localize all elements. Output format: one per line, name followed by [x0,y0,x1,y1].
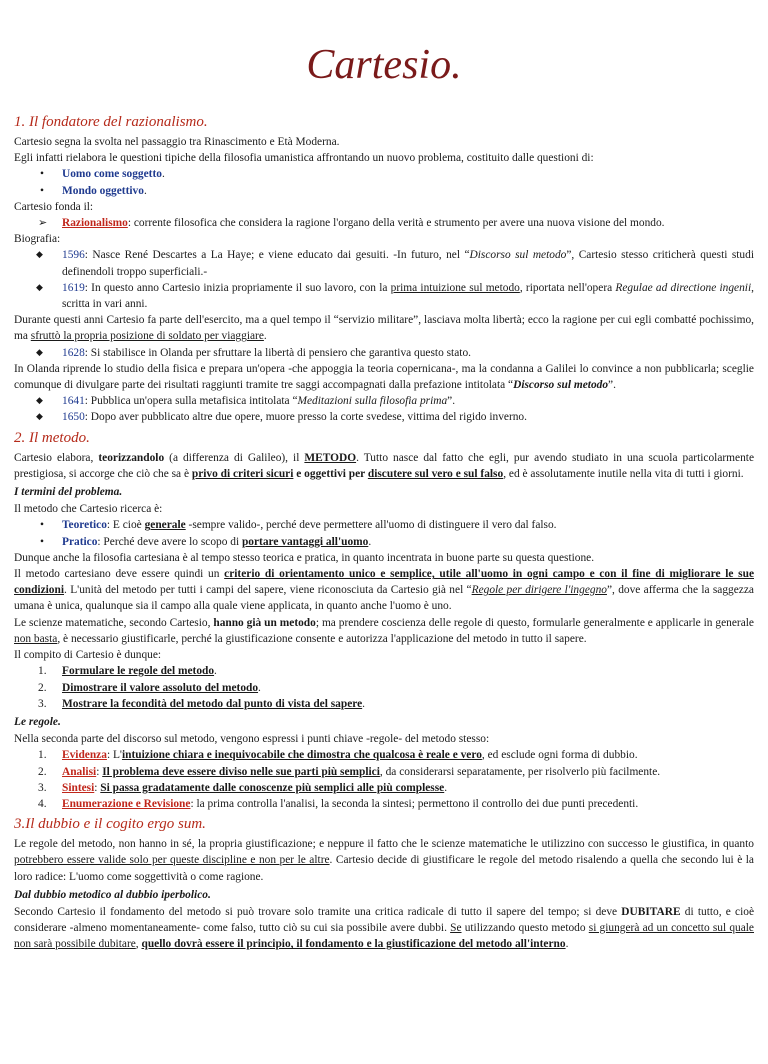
list-item: • Mondo oggettivo. [14,183,754,199]
list-item: 1. Formulare le regole del metodo. [38,665,217,678]
timeline-list [14,247,754,312]
timeline-list [14,393,754,425]
numbered-list [14,663,754,712]
paragraph: Cartesio segna la svolta nel passaggio tra Rinascimento e Età Moderna. [14,136,340,148]
section-heading-3: 3.Il dubbio e il cogito ergo sum. [14,816,206,833]
list-item: 2. Dimostrare il valore assoluto del metodo. [38,681,261,694]
section-heading-1: 1. Il fondatore del razionalismo. [14,114,208,130]
paragraph: Biografia: [14,233,61,246]
timeline-item: ◆ 1619: In questo anno Cartesio inizia propriamente il suo lavoro, con la prima intuizione sul metodo, riportata nell'opera Regulae ad directione ingenii, scritta in vari anni. [14,280,754,312]
list-item: 4. Enumerazione e Revisione: la prima controlla l'analisi, la seconda la sintesi; permettono il controllo dei due punti precedenti. [38,797,639,810]
paragraph: Le regole del metodo, non hanno in sé, la propria giustificazione; e neppure il fatto che le scienze matematiche le utilizzino con successo le giustifica, in quanto potrebbero essere valide solo per queste discipline e non per le altre. Cartesio decide di giustificare le regole del metodo risalendo a quella che secondo lui è la loro radice: L'uomo come soggettività o come ragione. [14,838,754,883]
paragraph: Il metodo cartesiano deve essere quindi un criterio di orientamento unico e semplice, utile all'uomo in ogni campo e con il fine di migliorare le sue condizioni. L'unità del metodo per tutti i campi del sapere, viene riconosciuta da Cartesio già nel “Regole per dirigere l'ingegno”, dove afferma che la saggezza umana è unica, qualunque sia il campo alla quale viene applicata, in quanto anche l'uomo è uno. [14,568,754,613]
paragraph: Cartesio fonda il: [14,200,94,213]
rules-list [14,747,754,812]
list-item: ➢ Razionalismo: corrente filosofica che considera la ragione l'organo della verità e strumento per avere una nuova visione del mondo. [14,215,754,231]
paragraph: Dunque anche la filosofia cartesiana è al tempo stesso teorica e pratica, in quanto incentrata in buone parte su questa questione. [14,551,595,564]
page-title: Cartesio. [306,42,462,88]
paragraph: Le scienze matematiche, secondo Cartesio, hanno già un metodo; ma prendere coscienza delle regole di questo, formularle generalmente e applicarle in generale non basta, è necessario giustificarle, perché la giustificazione consente e autorizza l'applicazione del metodo in tutto il sapere. [14,616,754,645]
paragraph: Il compito di Cartesio è dunque: [14,649,162,662]
arrow-list [14,215,754,231]
paragraph: In Olanda riprende lo studio della fisica e prepara un'opera -che appoggia la teoria copernicana-, ma la condanna a Galilei lo convince a non pubblicarla; sceglie comunque di divulgare parte dei risultati raggiunti tramite tre saggi accompagnati dalla prefazione intitolata “Discorso sul metodo”. [14,362,754,392]
list-item: 3. Mostrare la fecondità del metodo dal punto di vista del sapere. [38,697,366,710]
document-page [14,40,754,953]
paragraph: Il metodo che Cartesio ricerca è: [14,503,163,516]
timeline-item: ◆ 1596: Nasce René Descartes a La Haye; e viene educato dai gesuiti. -In futuro, nel “Discorso sul metodo”, Cartesio stesso criticherà questi studi definendoli troppo superficiali.- [14,247,754,279]
bullet-list [14,517,754,549]
paragraph: Nella seconda parte del discorso sul metodo, vengono espressi i punti chiave -regole- del metodo stesso: [14,733,490,746]
list-item: • Teoretico: E cioè generale -sempre valido-, perché deve permettere all'uomo di distinguere il vero dal falso. [14,517,754,533]
subheading: Le regole. [14,715,61,728]
list-item: 3. Sintesi: Si passa gradatamente dalle conoscenze più semplici alle più complesse. [38,781,448,794]
timeline-item: ◆ 1641: Pubblica un'opera sulla metafisica intitolata “Meditazioni sulla filosofia prima”. [14,393,754,409]
paragraph: Cartesio elabora, teorizzandolo (a differenza di Galileo), il METODO. Tutto nasce dal fatto che egli, pur avendo studiato in una scuola particolarmente prestigiosa, si accorge che ciò che sa è privo di criteri sicuri e oggettivi per discutere sul vero e sul falso, ed è assolutamente inutile nella vita di tutti i giorni. [14,451,754,480]
timeline-item: ◆ 1650: Dopo aver pubblicato altre due opere, muore presso la corte svedese, vittima del rigido inverno. [14,409,754,425]
bullet-list [14,166,754,198]
list-item: 2. Analisi: Il problema deve essere diviso nelle sue parti più semplici, da considerarsi separatamente, per risolverlo più facilmente. [38,765,661,778]
subheading: Dal dubbio metodico al dubbio iperbolico. [14,888,211,901]
paragraph: Egli infatti rielabora le questioni tipiche della filosofia umanistica affrontando un nuovo problema, costituito dalle questioni di: [14,152,594,165]
list-item: 1. Evidenza: L'intuizione chiara e inequivocabile che dimostra che qualcosa è reale e vero, ed esclude ogni forma di dubbio. [38,749,638,762]
subheading: I termini del problema. [14,486,123,499]
list-item: • Uomo come soggetto. [14,166,754,182]
paragraph: Secondo Cartesio il fondamento del metodo si può trovare solo tramite una critica radicale di tutto il sapere del tempo; si deve DUBITARE di tutto, e cioè considerare -almeno momentaneamente- come falso, tutto ciò su cui sia possibile avere dubbi. Se utilizzando questo metodo si giungerà ad un concetto sul quale non sarà possibile dubitare, quello dovrà essere il principio, il fondamento e la giustificazione del metodo all'interno. [14,905,755,951]
section-heading-2: 2. Il metodo. [14,429,90,446]
paragraph: Durante questi anni Cartesio fa parte dell'esercito, ma a quel tempo il “servizio militare”, lasciava molta libertà; ecco la ragione per cui egli combatté pochissimo, ma sfruttò la propria posizione di soldato per viaggiare. [14,314,754,343]
timeline-item: ◆ 1628: Si stabilisce in Olanda per sfruttare la libertà di pensiero che garantiva questo stato. [14,345,754,361]
list-item: • Pratico: Perché deve avere lo scopo di portare vantaggi all'uomo. [14,534,754,550]
timeline-list [14,345,754,361]
